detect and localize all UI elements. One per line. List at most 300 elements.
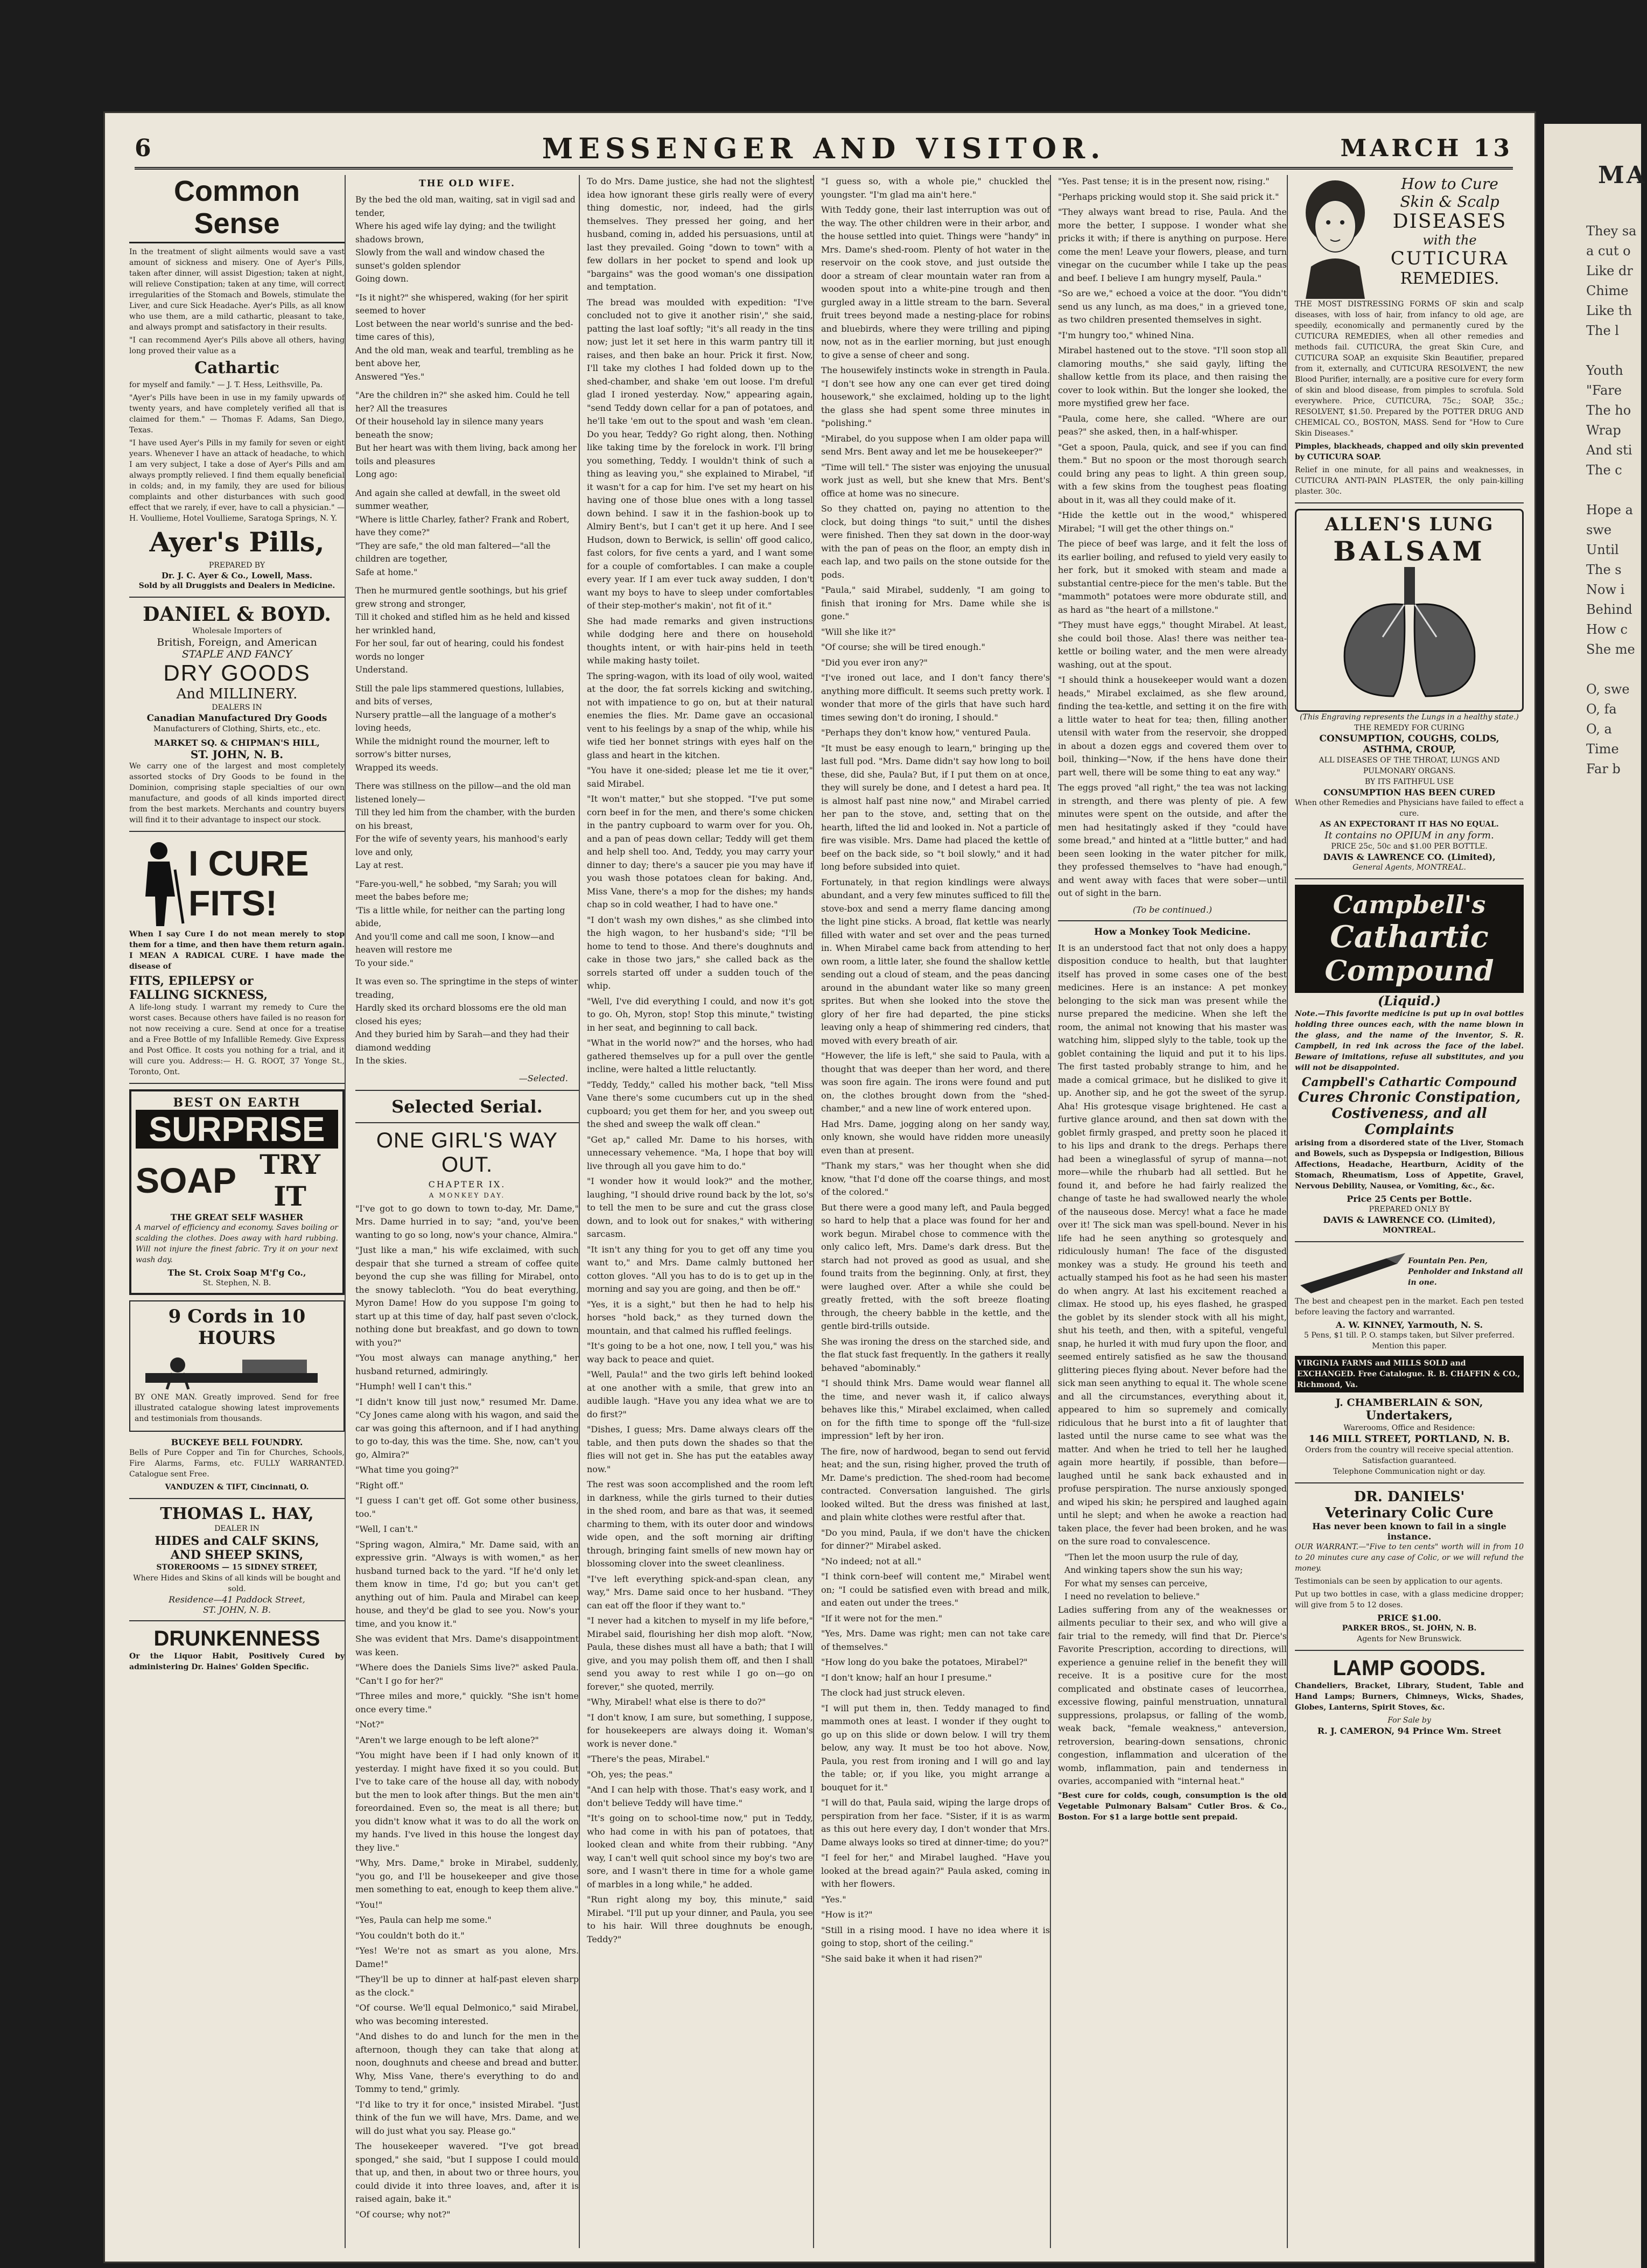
serial-paragraph: The fire, now of hardwood, began to send out fervid heat; and the sun, rising higher, proved the truth of Mr. Dame's prediction. The shed-room had become contracted. Conversation languished. The girls looked wilted. But the dress was finished at last, and plain white clothes were restful after that.	[821, 1446, 1050, 1522]
adjacent-page-text	[1544, 189, 1641, 779]
soap-tagline: THE GREAT SELF WASHER	[170, 1212, 304, 1222]
serial-paragraph: The housewifely instincts woke in strength in Paula. "I don't see how any one can ever get tired doing housework," she exclaimed, holding up to the light the glass she had spent some three minutes in "polishing."	[821, 365, 1050, 428]
adjacent-page-line: And sti	[1586, 443, 1632, 458]
adjacent-page-line: Youth	[1586, 363, 1623, 378]
cuticura-h2: Skin & Scalp	[1400, 193, 1499, 211]
virginia-ad: VIRGINIA FARMS and MILLS SOLD and EXCHANGED. Free Catalogue. R. B. CHAFFIN & CO., Richmond, Va.	[1295, 1356, 1524, 1392]
masthead	[135, 132, 1513, 170]
adjacent-page-line: Like th	[1586, 303, 1632, 318]
serial-paragraph: "Perhaps they don't know how," ventured Paula.	[821, 727, 1031, 738]
allens-caption: (This Engraving represents the Lungs in a healthy state.)	[1300, 713, 1519, 722]
allens-line6: CONSUMPTION HAS BEEN CURED	[1323, 787, 1495, 797]
campbells-line3: Compound	[1324, 955, 1494, 988]
serial-paragraph: "Not?"	[355, 1719, 384, 1730]
db-line7: Canadian Manufactured Dry Goods	[146, 713, 327, 724]
db-line2: British, Foreign, and American	[157, 636, 317, 648]
serial-paragraph: "Run right along my boy, this minute," said Mirabel. "I'll put up your dinner, and Paula, you see to his hair. Will three doughnuts be enough, Teddy?"	[587, 1894, 813, 1944]
serial-paragraph: With Teddy gone, their last interruption was out of the way. The other children were in their arbor, and the house settled into quiet. Things were "handy" in Mrs. Dame's shed-room. Plenty of hot water in the reservoir on the cook stove, and just outside the door a stream of clear mountain water ran from a wooden spout into a white-pine trough and then gurgled away in a little stream to the barn. Several fruit trees beyond made a nesting-place for robins and bluebirds, where they were trilling and piping now, not as in the earlier morning, but just enough to give a sense of cheer and song.	[821, 205, 1050, 360]
poem-stanza: "Are the children in?" she asked him. Could he tell her? All the treasures Of their household lay in silence many years beneath the snow; But her heart was with them living, back among her toils and pleasures Long ago:	[355, 390, 577, 479]
serial-paragraph: "Where does the Daniels Sims live?" asked Paula. "Can't I go for her?"	[355, 1662, 579, 1686]
serial-paragraph: "Yes, Paula can help me some."	[355, 1915, 492, 1925]
serial-paragraph: "I didn't know till just now," resumed Mr. Dame. "Cy Jones came along with his wagon, and said the car was going this afternoon, and if I had anything to go to-day, this was the time. She, now, can't you go, Almira?"	[355, 1396, 579, 1460]
db-line10: ST. JOHN, N. B.	[190, 748, 284, 761]
serial-paragraph: "What in the world now?" and the horses, who had gathered themselves up for a pull over the gentle incline, were halted a little reluctantly.	[587, 1038, 813, 1074]
serial-paragraph: "And dishes to do and lunch for the men in the afternoon, though they can take that along at noon, doughnuts and cheese and bread and butter. Why, Miss Vane, there's everything to do and Tommy to tend," grimly.	[355, 2031, 579, 2094]
serial-text-part4	[1058, 175, 1287, 900]
serial-paragraph: But there were a good many left, and Paula begged so hard to help that a place was found for her and work begun. Mirabel chose to commence with the only calico left, Mrs. Dame's dark dress. But the starch had not proved as good as usual, and she found traits from the beginning. Only, at first, they were laughed over. After a while she could be greatly fretted, with the soft breeze floating through, the cheery babble in the kettle, and the gentle bird-trills outside.	[821, 1202, 1050, 1331]
serial-paragraph: "Of course; why not?"	[355, 2209, 451, 2220]
fits-line1: FITS, EPILEPSY or	[129, 974, 254, 988]
woman-portrait-icon	[1295, 175, 1376, 299]
serial-paragraph: "Yes, it is a sight," but then he had to help his horses "hold back," as they turned down the mountain, and that calmed his ruffled feelings.	[587, 1299, 813, 1336]
serial-paragraph: "So are we," echoed a voice at the door. "You didn't send us any lunch, as ma does," in a grieved tone, as two children presented themselves in sight.	[1058, 288, 1287, 325]
serial-paragraph: Had Mrs. Dame, jogging along on her sandy way, only known, she would have ridden more uneasily even than at present.	[821, 1118, 1050, 1156]
serial-paragraph: "Paula, come here, she called. "Where are our peas?" she asked, then, in a half-whisper.	[1058, 413, 1287, 437]
serial-paragraph: "Well, I can't."	[355, 1524, 418, 1534]
adjacent-page-line: Far b	[1586, 761, 1621, 776]
bell-body: Bells of Pure Copper and Tin for Churches, Schools, Fire Alarms, Farms, etc. FULLY WARRANTED. Catalogue sent Free.	[129, 1448, 345, 1479]
serial-paragraph: "They'll be up to dinner at half-past eleven sharp as the clock."	[355, 1974, 579, 1998]
serial-title: ONE GIRL'S WAY OUT.	[376, 1128, 558, 1177]
serial-paragraph: "Dishes, I guess; Mrs. Dame always clears off the table, and then puts down the shades so that the flies will not get in. She has put the eatables away now."	[587, 1424, 813, 1474]
serial-paragraph: The rest was soon accomplished and the room left in darkness, while the girls turned to their duties in the shed room, and bare as that was, it seemed charming to them, with its outer door and windows wide open, and the soft morning air drifting through, bringing faint smells of new mown hay or blossoming clover into the sweet cleanliness.	[587, 1479, 813, 1569]
serial-paragraph: "Yes, Mrs. Dame was right; men can not take care of themselves."	[821, 1628, 1050, 1652]
serial-paragraph: She had made remarks and given instructions while dodging here and there on household thoughts intent, or with hair-pins held in teeth while making hasty toilet.	[587, 615, 813, 666]
poem-stanza: Still the pale lips stammered questions, lullabies, and bits of verses, Nursery prattle—all the language of a mother's loving heeds, While the midnight round the mourner, left to sorrow's bitter nurses, Wrapped its weeds.	[355, 683, 564, 773]
adjacent-page-line	[1544, 341, 1641, 361]
lamp-sale: For Sale by	[1387, 1716, 1431, 1725]
ayers-brand: Ayer's Pills,	[149, 526, 325, 558]
hay-line2: HIDES and CALF SKINS,	[155, 1534, 319, 1548]
serial-paragraph: "How is it?"	[821, 1909, 873, 1920]
i-cure-fits-headline: I CURE FITS!	[188, 843, 309, 923]
poem-stanza: There was stillness on the pillow—and the old man listened lonely— Till they led him from the chamber, with the burden on his breast, For the wife of seventy years, his manhood's early love and only, Lay at rest.	[355, 781, 576, 870]
daniel-boyd-name: DANIEL & BOYD.	[143, 603, 331, 626]
chamberlain-line4: Orders from the country will receive special attention. Satisfaction guaranteed.	[1305, 1446, 1514, 1465]
campbells-prepared: PREPARED ONLY BY	[1369, 1205, 1450, 1214]
soap-top: BEST ON EARTH	[173, 1096, 301, 1110]
serial-paragraph: Fortunately, in that region kindlings were always abundant, and a very few minutes sufficed to fill the stove-box and send a merry flame dancing among the light pine sticks. A broad, flat kettle was nearly filled with water and set over and the peas turned in. When Mirabel came back from attending to her own room, a little later, she found the shallow kettle sending out a cloud of steam, and the peas dancing around in the abundant water like so many green sprites. But when she looked into the stove the glory of her fire had departed, the pine sticks leaving only a heap of shimmering red cinders, that moved with every breath of air.	[821, 877, 1050, 1046]
ayers-maker: Dr. J. C. Ayer & Co., Lowell, Mass.	[161, 571, 313, 580]
serial-text-part1	[355, 1202, 579, 2222]
chamberlain-line1: Undertakers,	[1365, 1409, 1453, 1423]
campbells-place: MONTREAL.	[1383, 1226, 1436, 1235]
column-serial-2	[587, 175, 814, 2248]
poem-credit: —Selected.	[518, 1073, 568, 1083]
adjacent-page-line: They sa	[1586, 223, 1637, 239]
serial-paragraph: "Just like a man," his wife exclaimed, with such despair that she turned a stream of coffee quite beyond the cup she was filling for Mirabel, onto the snowy tablecloth. "You do beat everything, Myron Dame! How do you suppose I'm going to start up at this time of day, half past seven o'clock, nothing done but breakfast, and go down to town with you?"	[355, 1245, 579, 1348]
lamp-headline: LAMP GOODS.	[1333, 1656, 1486, 1680]
hay-line1: DEALER IN	[214, 1524, 260, 1533]
poem-stanza: Then he murmured gentle soothings, but his grief grew strong and stronger, Till it choked and stifled him as he held and kissed her wrinkled hand, For her soul, far out of hearing, could his fondest words no longer Understand.	[355, 586, 570, 675]
drunkenness-ad	[129, 1627, 345, 1672]
surprise-soap-ad	[129, 1089, 345, 1295]
ayers-quote4: "I have used Ayer's Pills in my family for seven or eight years. Whenever I have an attack of headache, to which I am very subject, I take a dose of Ayer's Pills and am always promptly relieved. I find them equally beneficial in colds; and, in my family, they are used for bilious complaints and other disturbances with such good effect that we rarely, if ever, have to call a physician." — H. Voullieme, Hotel Voullieme, Saratoga Springs, N. Y.	[129, 439, 345, 523]
serial-paragraph: "Do you mind, Paula, if we don't have the chicken for dinner?" Mirabel asked.	[821, 1527, 1050, 1551]
hay-name: THOMAS L. HAY,	[160, 1504, 314, 1523]
serial-paragraph: "I don't know; half an hour I presume."	[821, 1672, 992, 1683]
adjacent-page-strip	[1544, 124, 1647, 2268]
serial-paragraph: "It won't matter," but she stopped. "I've put some corn beef in for the men, and there's some chicken in the pantry cupboard to warm over for you. Oh, and a pan of peas down cellar; Teddy will get them and help shell too. And, Teddy, you may carry your dinner to day; there's a saucer pie you may have if you wash those potatoes clean for baking. And, Miss Vane, there's a mop for the dishes; my hands chap so in cold weather, I had to have one."	[587, 794, 813, 909]
serial-paragraph: "Yes! We're not as smart as you alone, Mrs. Dame!"	[355, 1945, 579, 1969]
colic-line6: Put up two bottles in case, with a glass medicine dropper; will give from 5 to 12 doses.	[1295, 1590, 1524, 1609]
db-line5: And MILLINERY.	[176, 686, 298, 702]
chamberlain-name: J. CHAMBERLAIN & SON,	[1335, 1397, 1483, 1409]
serial-paragraph: "Get a spoon, Paula, quick, and see if you can find them." But no spoon or the most thorough search could bring any peas to light. A thin green soup, with a few skins from the toughest peas floating about in it, was all they could make of it.	[1058, 442, 1287, 505]
serial-paragraph: "It isn't any thing for you to get off any time you want to," and Mrs. Dame calmly buttoned her cotton gloves. "All you has to do is to get up in the morning and say you are going, and then be off."	[587, 1244, 813, 1294]
colic-line7: PRICE $1.00.	[1377, 1613, 1441, 1623]
chamberlain-line2: Warerooms, Office and Residence:	[1343, 1424, 1475, 1432]
serial-paragraph: She was evident that Mrs. Dame's disappointment was keen.	[355, 1634, 579, 1657]
serial-paragraph: "Still in a rising mood. I have no idea where it is going to stop, short of the ceiling."	[821, 1924, 1050, 1948]
serial-paragraph: "I feel for her," and Mirabel laughed. "Have you looked at the bread again?" Paula asked, coming in with her flowers.	[821, 1852, 1050, 1889]
campbells-line2: Cathartic	[1330, 919, 1489, 955]
thomas-hay-ad	[129, 1504, 345, 1615]
bell-name: BUCKEYE BELL FOUNDRY.	[171, 1437, 303, 1447]
colic-cure-ad	[1295, 1489, 1524, 1644]
serial-text-part2	[587, 175, 813, 1946]
serial-paragraph: "Spring wagon, Almira," Mr. Dame said, with an expressive grin. "Always is with women," as her husband turned back to the yard. "If he'd only let them know in time, I'd go; but you can't get anything out of him. Paula and Mirabel can keep house, and they'd be glad to see you. Now's your time, and you know it."	[355, 1539, 579, 1629]
chamberlain-line3: 146 MILL STREET, PORTLAND, N. B.	[1308, 1433, 1510, 1445]
serial-paragraph: The bread was moulded with expedition: "I've concluded not to give it another risin'," she said, patting the last loaf softly; "it's all ready in the tins now; just let it set here in this warm pantry till it raises, and then bake an hour. Prick it first. Now, I'll take my clothes I had folded down up to the shed-chamber, and shake 'em out loose. I'm dreful glad I ironed yesterday. Now," appearing again, "send Teddy down cellar for a pan of potatoes, and he'll take 'em out to the spout and wash 'em clean. Do you hear, Teddy? Go right along, then. Nothing like taking time by the forelock in work. I'll bring you something, Teddy. I wouldn't think of such a thing as leaving you," she explained to Mirabel, "if it wasn't for a cap for him. I've set my heart on his having one of those blue ones with a long tassel down behind. I saw it in the fashion-book up to Almiry Bent's, but I can't get it up here. And I see Hudson, down to Berwick, is sellin' off good calico, fast colors, for five cents a yard, and I want some for a couple of comfortables. I can make a couple every year. If I am ever tuck away sudden, I don't want my boys to have to sleep under comfortables of their step-mother's makin', not fit of it."	[587, 297, 813, 611]
cuticura-h3: DISEASES	[1392, 211, 1507, 233]
db-line6: DEALERS IN	[212, 703, 262, 712]
fits-body: When I say Cure I do not mean merely to stop them for a time, and then have them return again. I MEAN A RADICAL CURE. I have made the disease of	[129, 930, 345, 971]
serial-paragraph: "Get ap," called Mr. Dame to his horses, with unnecessary vehemence. "Ma, I hope that boy will live through all you gave him to do."	[587, 1134, 813, 1171]
adjacent-page-line: Hope a	[1586, 502, 1633, 517]
ayers-quote1: "I can recommend Ayer's Pills above all others, having long proved their value as a	[129, 336, 345, 355]
drunkenness-headline: DRUNKENNESS	[153, 1627, 320, 1650]
pen-headline: Fountain Pen. Pen, Penholder and Inkstand all in one.	[1408, 1257, 1523, 1287]
adjacent-page-line: She me	[1586, 642, 1635, 657]
common-sense-title: Common Sense	[174, 175, 300, 240]
serial-paragraph: "However, the life is left," she said to Paula, with a thought that was deeper than her word, and there was soon fire again. The irons were found and put on, the clothes brought down from the "shed-chamber," and a new line of work entered upon.	[821, 1051, 1050, 1114]
serial-paragraph: "Yes."	[821, 1894, 846, 1905]
column-serial-3	[821, 175, 1051, 2248]
serial-paragraph: "It must be easy enough to learn," bringing up the last full pod. "Mrs. Dame didn't say how long to boil these, did she, Paula? But, if I put them on at once, they will surely be done, and I detest a hard pea. It is almost half past nine now," and Mirabel carried her pan to the stove, and, setting that on the hearth, lifted the lid and looked in. Not a particle of fire was visible. Mrs. Dame had placed the kettle of beef on the back side, so "t boil slowly," and it had long before subsided into quiet.	[821, 743, 1050, 872]
chamberlain-ad	[1295, 1397, 1524, 1477]
serial-paragraph: "There's the peas, Mirabel."	[587, 1754, 710, 1764]
serial-paragraph: "I will do that, Paula said, wiping the large drops of perspiration from her face. "Sister, if it is as warm as this out here every day, I don't wonder that Mrs. Dame always looks so tired at dinner-time; do you?"	[821, 1797, 1050, 1847]
allens-line10: PRICE 25c, 50c and $1.00 PER BOTTLE.	[1331, 842, 1488, 851]
serial-paragraph: "I think corn-beef will content me," Mirabel went on; "I could be satisfied even with bread and milk, and eaten out under the trees."	[821, 1571, 1050, 1608]
serial-paragraph: "I will put them in, then. Teddy managed to find mammoth ones at least. I wonder if they ought to go up on this slide or down below. I will try them below, any way. It must be too hot above. Now, Paula, you rest from ironing and I will go and lay the table; or, if you like, you might arrange a bouquet for it."	[821, 1703, 1050, 1793]
serial-paragraph: "Did you ever iron any?"	[821, 657, 928, 668]
cuticura-h4: with the	[1422, 233, 1477, 248]
serial-paragraph: "They always want bread to rise, Paula. And the more the better, I suppose. I wonder what she pricks it with; if there is anything on purpose. Here come the men! Leave your flowers, please, and turn vinegar on the cucumber while I take up the peas and beef. I believe I am hungry myself, Paula."	[1058, 207, 1287, 283]
ayers-sold: Sold by all Druggists and Dealers in Medicine.	[138, 582, 335, 590]
colic-line2: Veterinary Colic Cure	[1325, 1505, 1494, 1521]
adjacent-page-line: The c	[1586, 463, 1622, 478]
hay-line5: Where Hides and Skins of all kinds will be bought and sold.	[133, 1574, 341, 1593]
adjacent-page-line: O, fa	[1586, 702, 1617, 717]
serial-paragraph: The piece of beef was large, and it felt the loss of its earlier boiling, and refused to yield very easily to her fork, but it smoked with steam and made a substantial centre-piece for the men's table. But the "mammoth" potatoes were more obdurate still, and as hard as "the heart of a millstone."	[1058, 538, 1287, 615]
ayers-quote3: "Ayer's Pills have been in use in my family upwards of twenty years, and have completely verified all that is claimed for them." — Thomas F. Adams, San Diego, Texas.	[129, 394, 345, 435]
allens-line5: BY ITS FAITHFUL USE	[1364, 778, 1454, 786]
poem-stanza: It was even so. The springtime in the steps of winter treading, Hardly sked its orchard blossoms ere the old man closed his eyes; And they buried him by Sarah—and they had their diamond wedding In the skies.	[355, 977, 578, 1066]
nine-cords-ad	[129, 1300, 345, 1432]
colic-line4: OUR WARRANT.—"Five to ten cents" worth will in from 10 to 20 minutes cure any case of Colic, or we will refund the money.	[1295, 1543, 1524, 1573]
cuticura-body: THE MOST DISTRESSING FORMS OF skin and scalp diseases, with loss of hair, from infancy to old age, are speedily, economically and permanently cured by the CUTICURA REMEDIES, when all other remedies and methods fail. CUTICURA, the great Skin Cure, and CUTICURA SOAP, an exquisite Skin Beautifier, prepared from it, externally, and CUTICURA RESOLVENT, the new Blood Purifier, internally, are a positive cure for every form of skin and blood disease, from pimples to scrofula. Sold everywhere. Price, CUTICURA, 75c.; SOAP, 35c.; RESOLVENT, $1.50. Prepared by the POTTER DRUG AND CHEMICAL CO., BOSTON, MASS. Send for "How to Cure Skin Diseases."	[1295, 300, 1524, 438]
allens-name2: BALSAM	[1333, 535, 1485, 567]
serial-paragraph: The spring-wagon, with its load of oily wool, waited at the door, the fat sorrels kicking and switching, not with impatience to go on, but at their natural enemies the flies. Mr. Dame gave an occasional vent to his feelings by a snap of the whip, while his wife tied her bonnet strings with eyes half on the glass and heart in the kitchen.	[587, 670, 813, 760]
serial-paragraph: "Of course. We'll equal Delmonico," said Mirabel, who was becoming interested.	[355, 2003, 579, 2026]
serial-paragraph: "I guess I can't get off. Got some other business, too."	[355, 1495, 579, 1519]
fountain-pen-ad	[1295, 1248, 1524, 1352]
adjacent-page-line: Until	[1586, 542, 1619, 557]
allens-line1: THE REMEDY FOR CURING	[1354, 724, 1464, 732]
serial-paragraph: "You!"	[355, 1899, 383, 1910]
serial-paragraph: "Teddy, Teddy," called his mother back, "tell Miss Vane there's some cucumbers cut up in the shed cupboard; you get them for her, and you sweep out the shed and sweep the walk off clean."	[587, 1079, 813, 1129]
allens-line11: DAVIS & LAWRENCE CO. (Limited),	[1323, 852, 1496, 862]
adjacent-page-line: The l	[1586, 323, 1619, 338]
bell-foundry-ad	[129, 1437, 345, 1493]
cathartic-heading: Cathartic	[194, 359, 279, 377]
db-line3: STAPLE AND FANCY	[181, 648, 292, 660]
campbells-line1: Campbell's	[1333, 890, 1486, 919]
chamberlain-line5: Telephone Communication night or day.	[1333, 1467, 1485, 1476]
adjacent-page-line: How c	[1586, 622, 1628, 637]
soap-place: St. Stephen, N. B.	[202, 1279, 271, 1287]
hay-line4: STOREROOMS — 15 SIDNEY STREET,	[156, 1563, 318, 1572]
serial-paragraph: "No indeed; not at all."	[821, 1556, 922, 1566]
serial-paragraph: "Will she like it?"	[821, 626, 896, 637]
ayers-pills-ad	[129, 175, 345, 591]
serial-paragraph: "What time you going?"	[355, 1465, 459, 1475]
colic-line5: Testimonials can be seen by application to our agents.	[1295, 1577, 1503, 1586]
allens-line3: ASTHMA, CROUP,	[1363, 744, 1456, 755]
campbells-sub3: Costiveness, and all Complaints	[1331, 1105, 1487, 1138]
adjacent-page-line: Wrap	[1586, 423, 1621, 438]
ayers-body: In the treatment of slight ailments would save a vast amount of sickness and misery. One of Ayer's Pills, taken after dinner, will assist Digestion; taken at night, will relieve Constipation; taken at any time, will correct irregularities of the Stomach and Bowels, stimulate the Liver, and cure Sick Headache. Ayer's Pills, as all know who use them, are a mild cathartic, pleasant to take, and always prompt and satisfactory in their results.	[129, 248, 345, 332]
serial-paragraph: "Oh, yes; the peas."	[587, 1769, 673, 1780]
serial-paragraph: "Yes. Past tense; it is in the present now, rising."	[1058, 176, 1270, 186]
hay-line7: ST. JOHN, N. B.	[202, 1605, 271, 1615]
soap-body: A marvel of efficiency and economy. Saves boiling or scalding the clothes. Does away with hard rubbing. Will not injure the finest fabric. Try it on your next wash day.	[136, 1223, 338, 1264]
column-serial-end-monkey	[1058, 175, 1288, 2248]
campbells-cathartic-ad	[1295, 885, 1524, 1236]
campbells-maker: DAVIS & LAWRENCE CO. (Limited),	[1323, 1215, 1496, 1225]
serial-paragraph: "Time will tell." The sister was enjoying the unusual work just as well, but she knew that Mrs. Bent's office at home was no sinecure.	[821, 461, 1050, 499]
colic-line9: Agents for New Brunswick.	[1357, 1635, 1462, 1643]
lamp-seller: R. J. CAMERON, 94 Prince Wm. Street	[1317, 1726, 1502, 1736]
serial-paragraph: The housekeeper wavered. "I've got bread sponged," she said, "but I suppose I could mould that up, and then, in about two or three hours, you could divide it into three loaves, and, after it is raised again, bake it."	[355, 2141, 579, 2204]
serial-paragraph: "Well, Paula!" and the two girls left behind looked at one another with a smile, that grew into an audible laugh. "Have you any idea what we are to do first?"	[587, 1369, 813, 1419]
poem-stanza: And again she called at dewfall, in the sweet old summer weather, "Where is little Charley, father? Frank and Robert, have they come?" "They are safe," the old man faltered—"all the children are together, Safe at home."	[355, 488, 570, 577]
serial-text-part3	[821, 175, 1050, 1965]
poem-stanza: By the bed the old man, waiting, sat in vigil sad and tender, Where his aged wife lay dying; and the twilight shadows brown, Slowly from the wall and window chased the sunset's golden splendor Going down.	[355, 195, 576, 284]
allens-line8: AS AN EXPECTORANT IT HAS NO EQUAL.	[1320, 820, 1499, 829]
pen-price: 5 Pens, $1 till. P. O. stamps taken, but Silver preferred. Mention this paper.	[1304, 1331, 1515, 1350]
serial-paragraph: "I never had a kitchen to myself in my life before," Mirabel said, flourishing her dish mop aloft. "Now, Paula, these dishes must all have a bath; that I will give, and you may polish them off, and then I shall send you away to rest while I go on—go on forever," she quoted, merrily.	[587, 1615, 813, 1692]
poem-stanza: "Is it night?" she whispered, waking (for her spirit seemed to hover Lost between the near world's sunrise and the bed-time cares of this), And the old man, weak and tearful, trembling as he bent above her, Answered "Yes."	[355, 292, 574, 382]
cuticura-pimples: Pimples, blackheads, chapped and oily skin prevented by CUTICURA SOAP.	[1295, 442, 1524, 461]
man-with-cane-icon	[129, 837, 188, 929]
lungs-icon	[1323, 567, 1496, 707]
serial-paragraph: "I should think Mrs. Dame would wear flannel all the time, and never wash it, if calico always behaves like this," Mirabel exclaimed, when called on for the fifth time to sponge off the "full-size impression" left by her iron.	[821, 1378, 1050, 1441]
serial-paragraph: "I wonder how it would look?" and the mother, laughing, "I should drive round back by the lot, so's to tell the men to be sure and cut the grass close down, and to look out for snakes," with withering sarcasm.	[587, 1176, 813, 1239]
soap-name2: SOAP	[136, 1160, 237, 1200]
serial-paragraph: "Aren't we large enough to be left alone?"	[355, 1734, 539, 1745]
serial-paragraph: "Thank my stars," was her thought when she did know, "that I'd done off the coarse things, and most of the colored."	[821, 1160, 1050, 1197]
serial-paragraph: "I've left everything spick-and-span clean, any way," Mrs. Dame said once to her husband. "They can eat off the floor if they want to."	[587, 1573, 813, 1611]
db-line9: MARKET SQ. & CHIPMAN'S HILL,	[154, 738, 320, 748]
adjacent-page-line	[1544, 660, 1641, 680]
db-line4: DRY GOODS	[163, 660, 311, 685]
pen-dealer: A. W. KINNEY, Yarmouth, N. S.	[1335, 1320, 1483, 1330]
poem-title: THE OLD WIFE.	[419, 178, 515, 189]
serial-paragraph: "Right off."	[355, 1480, 404, 1490]
serial-paragraph: "It's going on to school-time now," put in Teddy, who had come in with his pan of potatoes, that looked clean and white from their rubbing. "Any way, I can't well quit school since my boy's two are sore, and I wasn't there in time for a whole game of marbles in a long while," he added.	[587, 1813, 813, 1889]
soap-maker: The St. Croix Soap M'f'g Co.,	[167, 1268, 306, 1278]
cuticura-h1: How to Cure	[1401, 175, 1498, 193]
poem-stanza: "Fare-you-well," he sobbed, "my Sarah; you will meet the babes before me; 'Tis a little while, for neither can the parting long abide, And you'll come and call me soon, I know—and heaven will restore me To your side."	[355, 879, 565, 968]
ayers-quote2: for myself and family." — J. T. Hess, Leithsville, Pa.	[129, 381, 323, 389]
cuticura-ad	[1295, 175, 1524, 497]
serial-paragraph: "Hide the kettle out in the wood," whispered Mirabel; "I will get the other things on."	[1058, 510, 1287, 534]
adjacent-page-line: "Fare	[1586, 383, 1622, 398]
serial-paragraph: "If it were not for the men."	[821, 1613, 943, 1623]
pierce-paragraph: Ladies suffering from any of the weaknesses or ailments peculiar to their sex, and who will give a fair trial to the remedy, will find that Dr. Pierce's Favorite Prescription, according to directions, will experience a genuine relief in the benefit they will receive. It is a positive cure for the most complicated and obstinate cases of leucorrhea, excessive flowing, painful menstruation, unnatural suppressions, prolapsus, or falling of the womb, weak back, "female weakness," anteversion, retroversion, bearing-down sensations, chronic congestion, inflammation and ulceration of the womb, inflammation, pain and tenderness in ovaries, accompanied with "internal heat."	[1058, 1604, 1287, 1786]
serial-paragraph: "She said bake it when it had risen?"	[821, 1953, 983, 1964]
balsam-notice: "Best cure for colds, cough, consumption is the old Vegetable Pulmonary Balsam" Cutler Bros. & Co., Boston. For $1 a large bottle sent prepaid.	[1058, 1791, 1287, 1822]
monkey-poem: "Then let the moon usurp the rule of day, And winking tapers show the sun his way; For what my senses can perceive, I need no revelation to believe."	[1064, 1552, 1243, 1601]
serial-paragraph: "I should think a housekeeper would want a dozen heads," Mirabel exclaimed, as she flew around, finding the tea-kettle, and setting it on the fire with a little water to heat for tea; then, filling another utensil with water from the reservoir, she dropped in about a dozen eggs and covered them over to boil, thinking—"Now, if the hens have done their part well, there will be some thing to eat any way."	[1058, 675, 1287, 778]
serial-paragraph: "Why, Mrs. Dame," broke in Mirabel, suddenly, "you go, and I'll be housekeeper and give those men something to eat, enough to keep them alive."	[355, 1858, 579, 1894]
colic-line1: DR. DANIELS'	[1354, 1489, 1465, 1505]
serial-paragraph: So they chatted on, paying no attention to the clock, but doing things "to suit," until the dishes were finished. Then they sat down in the door-way with the pan of peas on the floor, an empty dish in each lap, and two pails on the stone outside for the pods.	[821, 503, 1050, 580]
serial-paragraph: "And I can help with those. That's easy work, and I don't believe Teddy will have time."	[587, 1784, 813, 1808]
serial-paragraph: "Perhaps pricking would stop it. She said prick it."	[1058, 191, 1279, 202]
serial-paragraph: "They must have eggs," thought Mirabel. At least, she could boil those. Alas! there was neither tea-kettle or boiling water, and the men were already washing, out at the spout.	[1058, 620, 1287, 670]
adjacent-page-line: O, swe	[1586, 682, 1630, 697]
hay-line3: AND SHEEP SKINS,	[170, 1548, 304, 1562]
campbells-line4: (Liquid.)	[1377, 993, 1441, 1009]
adjacent-page-header: MA	[1598, 162, 1647, 189]
campbells-note: Note.—This favorite medicine is put up in oval bottles holding three ounces each, with the name blown in the glass, and the name of the inventor, S. R. Campbell, in red ink across the face of the label. Beware of imitations, refuse all substitutes, and you will not be disappointed.	[1295, 1010, 1524, 1072]
serial-paragraph: "I'm hungry too," whined Nina.	[1058, 330, 1194, 340]
adjacent-page-line: The ho	[1586, 403, 1631, 418]
campbells-sub2: Cures Chronic Constipation,	[1298, 1089, 1521, 1105]
adjacent-page-line: Now i	[1586, 582, 1625, 597]
serial-paragraph: "Mirabel, do you suppose when I am older papa will send Mrs. Bent away and let me be housekeeper?"	[821, 433, 1050, 457]
paper-name: MESSENGER AND VISITOR.	[542, 132, 1106, 165]
column-ads-right	[1295, 175, 1524, 2248]
allens-line7: When other Remedies and Physicians have failed to effect a cure.	[1295, 799, 1524, 818]
serial-paragraph: "I don't know, I am sure, but something, I suppose, for housekeepers are always doing it. Woman's work is never done."	[587, 1712, 813, 1749]
allens-name1: ALLEN'S LUNG	[1324, 514, 1494, 535]
serial-subtitle: A MONKEY DAY.	[429, 1191, 506, 1199]
serial-paragraph: Mirabel hastened out to the stove. "I'll soon stop all clamoring mouths," she said gayly, lifting the shallow kettle from its place, and then raising the cover to look within. But the longer she looked, the more mystified grew her face.	[1058, 345, 1287, 408]
daniel-boyd-ad	[129, 603, 345, 825]
issue-date: MARCH 13	[1340, 135, 1513, 162]
adjacent-page-line: Time	[1586, 741, 1619, 757]
adjacent-page-line: swe	[1586, 522, 1612, 537]
adjacent-page-line: O, a	[1586, 722, 1612, 737]
page-number: 6	[135, 135, 151, 162]
lamp-goods-ad	[1295, 1656, 1524, 1736]
serial-chapter: CHAPTER IX.	[428, 1179, 506, 1189]
serial-paragraph: "I don't wash my own dishes," as she climbed into the high wagon, to her husband's side; "I'll be home to tend to those. And there's doughnuts and cake in those two jars," she called back as the sorrels started off under a sudden touch of the whip.	[587, 914, 813, 991]
cords-headline: 9 Cords in 10 HOURS	[168, 1306, 306, 1349]
db-body: We carry one of the largest and most completely assorted stocks of Dry Goods to be found in the Dominion, comprising staple specialties of our own manufacture, and goods of all kinds imported direct from the best markets. Merchants and country buyers will find it to their advantage to inspect our stock.	[129, 762, 345, 824]
serial-paragraph: "Of course; she will be tired enough."	[821, 642, 985, 652]
colic-line3: Has never been known to fail in a single instance.	[1312, 1521, 1506, 1542]
serial-paragraph: "Why, Mirabel! what else is there to do?"	[587, 1697, 766, 1707]
colic-line8: PARKER BROS., St. JOHN, N. B.	[1342, 1624, 1477, 1633]
serial-paragraph: "Paula," said Mirabel, suddenly, "I am going to finish that ironing for Mrs. Dame while she is gone."	[821, 585, 1050, 621]
allens-line2: CONSUMPTION, COUGHS, COLDS,	[1319, 733, 1499, 744]
serial-paragraph: She was ironing the dress on the starched side, and the flat stuck fast frequently. In the gathers it really behaved "abominably."	[821, 1336, 1050, 1373]
bell-maker: VANDUZEN & TIFT, Cincinnati, O.	[165, 1483, 309, 1492]
fits-body2: A life-long study. I warrant my remedy to Cure the worst cases. Because others have failed is no reason for not now receiving a cure. Send at once for a treatise and a Free Bottle of my Infallible Remedy. Give Express and Post Office. It costs you nothing for a trial, and it will cure you. Address:— H. G. ROOT, 37 Yonge St., Toronto, Ont.	[129, 1003, 345, 1076]
adjacent-page-line: Chime	[1586, 283, 1629, 298]
db-line8: Manufacturers of Clothing, Shirts, etc., etc.	[153, 725, 321, 733]
monkey-paragraph: It is an understood fact that not only does a happy disposition conduce to health, but that laughter itself has proved in some cases one of the best medicines. Here is an instance: A pet monkey belonging to the sick man was present while the nurse prepared the medicine. When she left the room, the animal not knowing that his master was watching him, slipped slyly to the table, took up the goblet containing the liquid and put it to his lips. The first tasted probably strange to him, and he made a comical grimace, but he disliked to give it up. Another sip, and he got the sweet of the syrup. Aha! His grotesque visage brightened. He cast a furtive glance around, and then sat down with the goblet firmly grasped, and pretty soon he placed it to his lips and drank to the dregs. Perhaps there had been a wineglassful of syrup of manna—not more—while the rhubarb had all settled. But he found it, and before he had fairly realized the change of taste he had swallowed nearly the whole of the nauseous dose. Mercy! what a face he made over it! The sick man was spell-bound. Never in his life had he seen anything so grotesquely and ridiculously human! The face of the disgusted monkey was a study. He ground his teeth and actually stamped his foot as he had seen his master do when angry. At last his excitement reached a climax. He stood up, his eyes flashed, he grasped the goblet by its slender stock with all his might, shut his teeth, and then, with a spiteful, vengeful snap, he hurled it with mud fury upon the floor, and seemed entirely satisfied as he saw the thousand glittering pieces flying about. Never before had the sick man seen anything to equal it. The whole scene and all the circumstances, everything about it, appeared to him so supremely and comically ridiculous that he burst into a fit of laughter that lasted until the nurse came to see what was the matter. And when he tried to tell her he laughed again more heartily, if possible, than before—laughed until he sank back exhausted and in profuse perspiration. The nurse anxiously sponged and wiped his skin; he perspired and laughed again until he slept; and when he awoke a reaction had taken place, the fever had been broken, and he was on the sure road to convalescence.	[1058, 942, 1287, 1546]
serial-paragraph: "It's going to be a hot one, now, I tell you," was his way back to peace and quiet.	[587, 1341, 813, 1364]
serial-paragraph: "You couldn't both do it."	[355, 1930, 465, 1941]
allens-line12: General Agents, MONTREAL.	[1352, 863, 1466, 872]
column-poem-serial	[355, 175, 580, 2248]
serial-paragraph: "I'd like to try it for once," insisted Mirabel. "Just think of the fun we will have, Mrs. Dame, and we will do just what you say. Please go."	[355, 2099, 579, 2136]
drunkenness-body: Or the Liquor Habit, Positively Cured by administering Dr. Haines' Golden Specific.	[129, 1652, 345, 1671]
allens-lung-balsam-ad	[1295, 509, 1524, 873]
pen-body: The best and cheapest pen in the market. Each pen tested before leaving the factory and warranted.	[1295, 1297, 1524, 1317]
fits-line2: FALLING SICKNESS,	[129, 988, 268, 1002]
serial-paragraph: "How long do you bake the potatoes, Mirabel?"	[821, 1657, 1028, 1667]
ayers-prepared: PREPARED BY	[208, 561, 265, 570]
serial-paragraph: "Three miles and more," quickly. "She isn't home once every time."	[355, 1691, 579, 1714]
allens-line9: It contains no OPIUM in any form.	[1324, 830, 1494, 841]
adjacent-page-line: a cut o	[1586, 243, 1631, 258]
lamp-body: Chandeliers, Bracket, Library, Student, Table and Hand Lamps; Burners, Chimneys, Wicks, Shades, Globes, Lanterns, Spirit Stoves, &c.	[1295, 1682, 1524, 1712]
sawing-machine-icon	[135, 1349, 328, 1392]
db-line1: Wholesale Importers of	[192, 627, 282, 635]
cuticura-h5: CUTICURA	[1390, 248, 1509, 269]
adjacent-page-line: Like dr	[1586, 263, 1633, 278]
serial-paragraph: "You most always can manage anything," her husband returned, admiringly.	[355, 1353, 579, 1376]
soap-try-it: TRY IT	[260, 1149, 320, 1212]
poem-body	[355, 193, 579, 1068]
newspaper-page	[105, 113, 1534, 2262]
serial-paragraph: To do Mrs. Dame justice, she had not the slightest idea how ignorant these girls really were of every thing domestic, nor, indeed, had the girls themselves. They pressed her going, and her husband, coming in, added his persuasions, until at last they prevailed. Going "down to town" with a few dollars in her pocket to spend and look up "bargains" was the good woman's one dissipation and temptation.	[587, 176, 813, 292]
campbells-sub1: Campbell's Cathartic Compound	[1301, 1075, 1517, 1089]
serial-paragraph: "Well, I've did everything I could, and now it's got to go. Oh, Myron, stop! Stop this minute," twisting in her seat, and beginning to call back.	[587, 996, 813, 1033]
serial-paragraph: "You might have been if I had only known of it yesterday. I might have fixed it so you could. But I've to take care of the house all day, with nobody but the men to look after things. But the men ain't foreordained. Even so, the meat is all there; but you didn't know what it was to do all the work on my hands. I've lived in this house the longest day they live."	[355, 1750, 579, 1853]
serial-paragraph: "You have it one-sided; please let me tie it over," said Mirabel.	[587, 765, 813, 789]
campbells-body: arising from a disordered state of the Liver, Stomach and Bowels, such as Dyspepsia or Indigestion, Bilious Affections, Headache, Heartburn, Acidity of the Stomach, Rheumatism, Loss of Appetite, Gravel, Nervous Debility, Nausea, or Vomiting, &c., &c.	[1295, 1139, 1524, 1191]
adjacent-page-line	[1544, 480, 1641, 500]
serial-paragraph: "I've ironed out lace, and I don't fancy there's anything more difficult. It seems such pretty work. I wonder that more of the girls that have such hard times sewing don't do ironing, I should."	[821, 673, 1050, 723]
serial-paragraph: "I guess so, with a whole pie," chuckled the youngster. "I'm glad ma ain't here."	[821, 176, 1050, 200]
column-ads-left	[129, 175, 346, 2248]
campbells-price: Price 25 Cents per Bottle.	[1347, 1194, 1472, 1204]
serial-paragraph: "I've got to go down to town to-day, Mr. Dame," Mrs. Dame hurried in to say; "and, you've been wanting to go so long, now's your chance, Almira."	[355, 1203, 579, 1240]
adjacent-page-line: The s	[1586, 562, 1622, 577]
serial-paragraph: The eggs proved "all right," the tea was not lacking in strength, and there was plenty of pie. A few minutes were spent on the outside, and after the men had hesitatingly asked if they "could have some bread," and hinted at a "little butter," and had been seen looking in the water pitcher for milk, they professed themselves to "have had enough," and went away with faces that were sober—until out of sight in the barn.	[1058, 782, 1287, 898]
cuticura-pain: Relief in one minute, for all pains and weaknesses, in CUTICURA ANTI-PAIN PLASTER, the only pain-killing plaster. 30c.	[1295, 466, 1524, 496]
allens-line4: ALL DISEASES OF THE THROAT, LUNGS AND PULMONARY ORGANS.	[1319, 756, 1500, 775]
serial-section-heading: Selected Serial.	[391, 1096, 543, 1117]
serial-paragraph: The clock had just struck eleven.	[821, 1688, 965, 1698]
cords-body: BY ONE MAN. Greatly improved. Send for free illustrated catalogue showing latest improvements and testimonials from thousands.	[135, 1393, 339, 1423]
hay-line6: Residence—41 Paddock Street,	[169, 1594, 305, 1605]
serial-continued: (To be continued.)	[1132, 904, 1213, 915]
fountain-pen-icon	[1295, 1248, 1408, 1296]
adjacent-page-line: Behind	[1586, 602, 1632, 617]
i-cure-fits-ad	[129, 837, 345, 1077]
monkey-title: How a Monkey Took Medicine.	[1094, 926, 1251, 937]
